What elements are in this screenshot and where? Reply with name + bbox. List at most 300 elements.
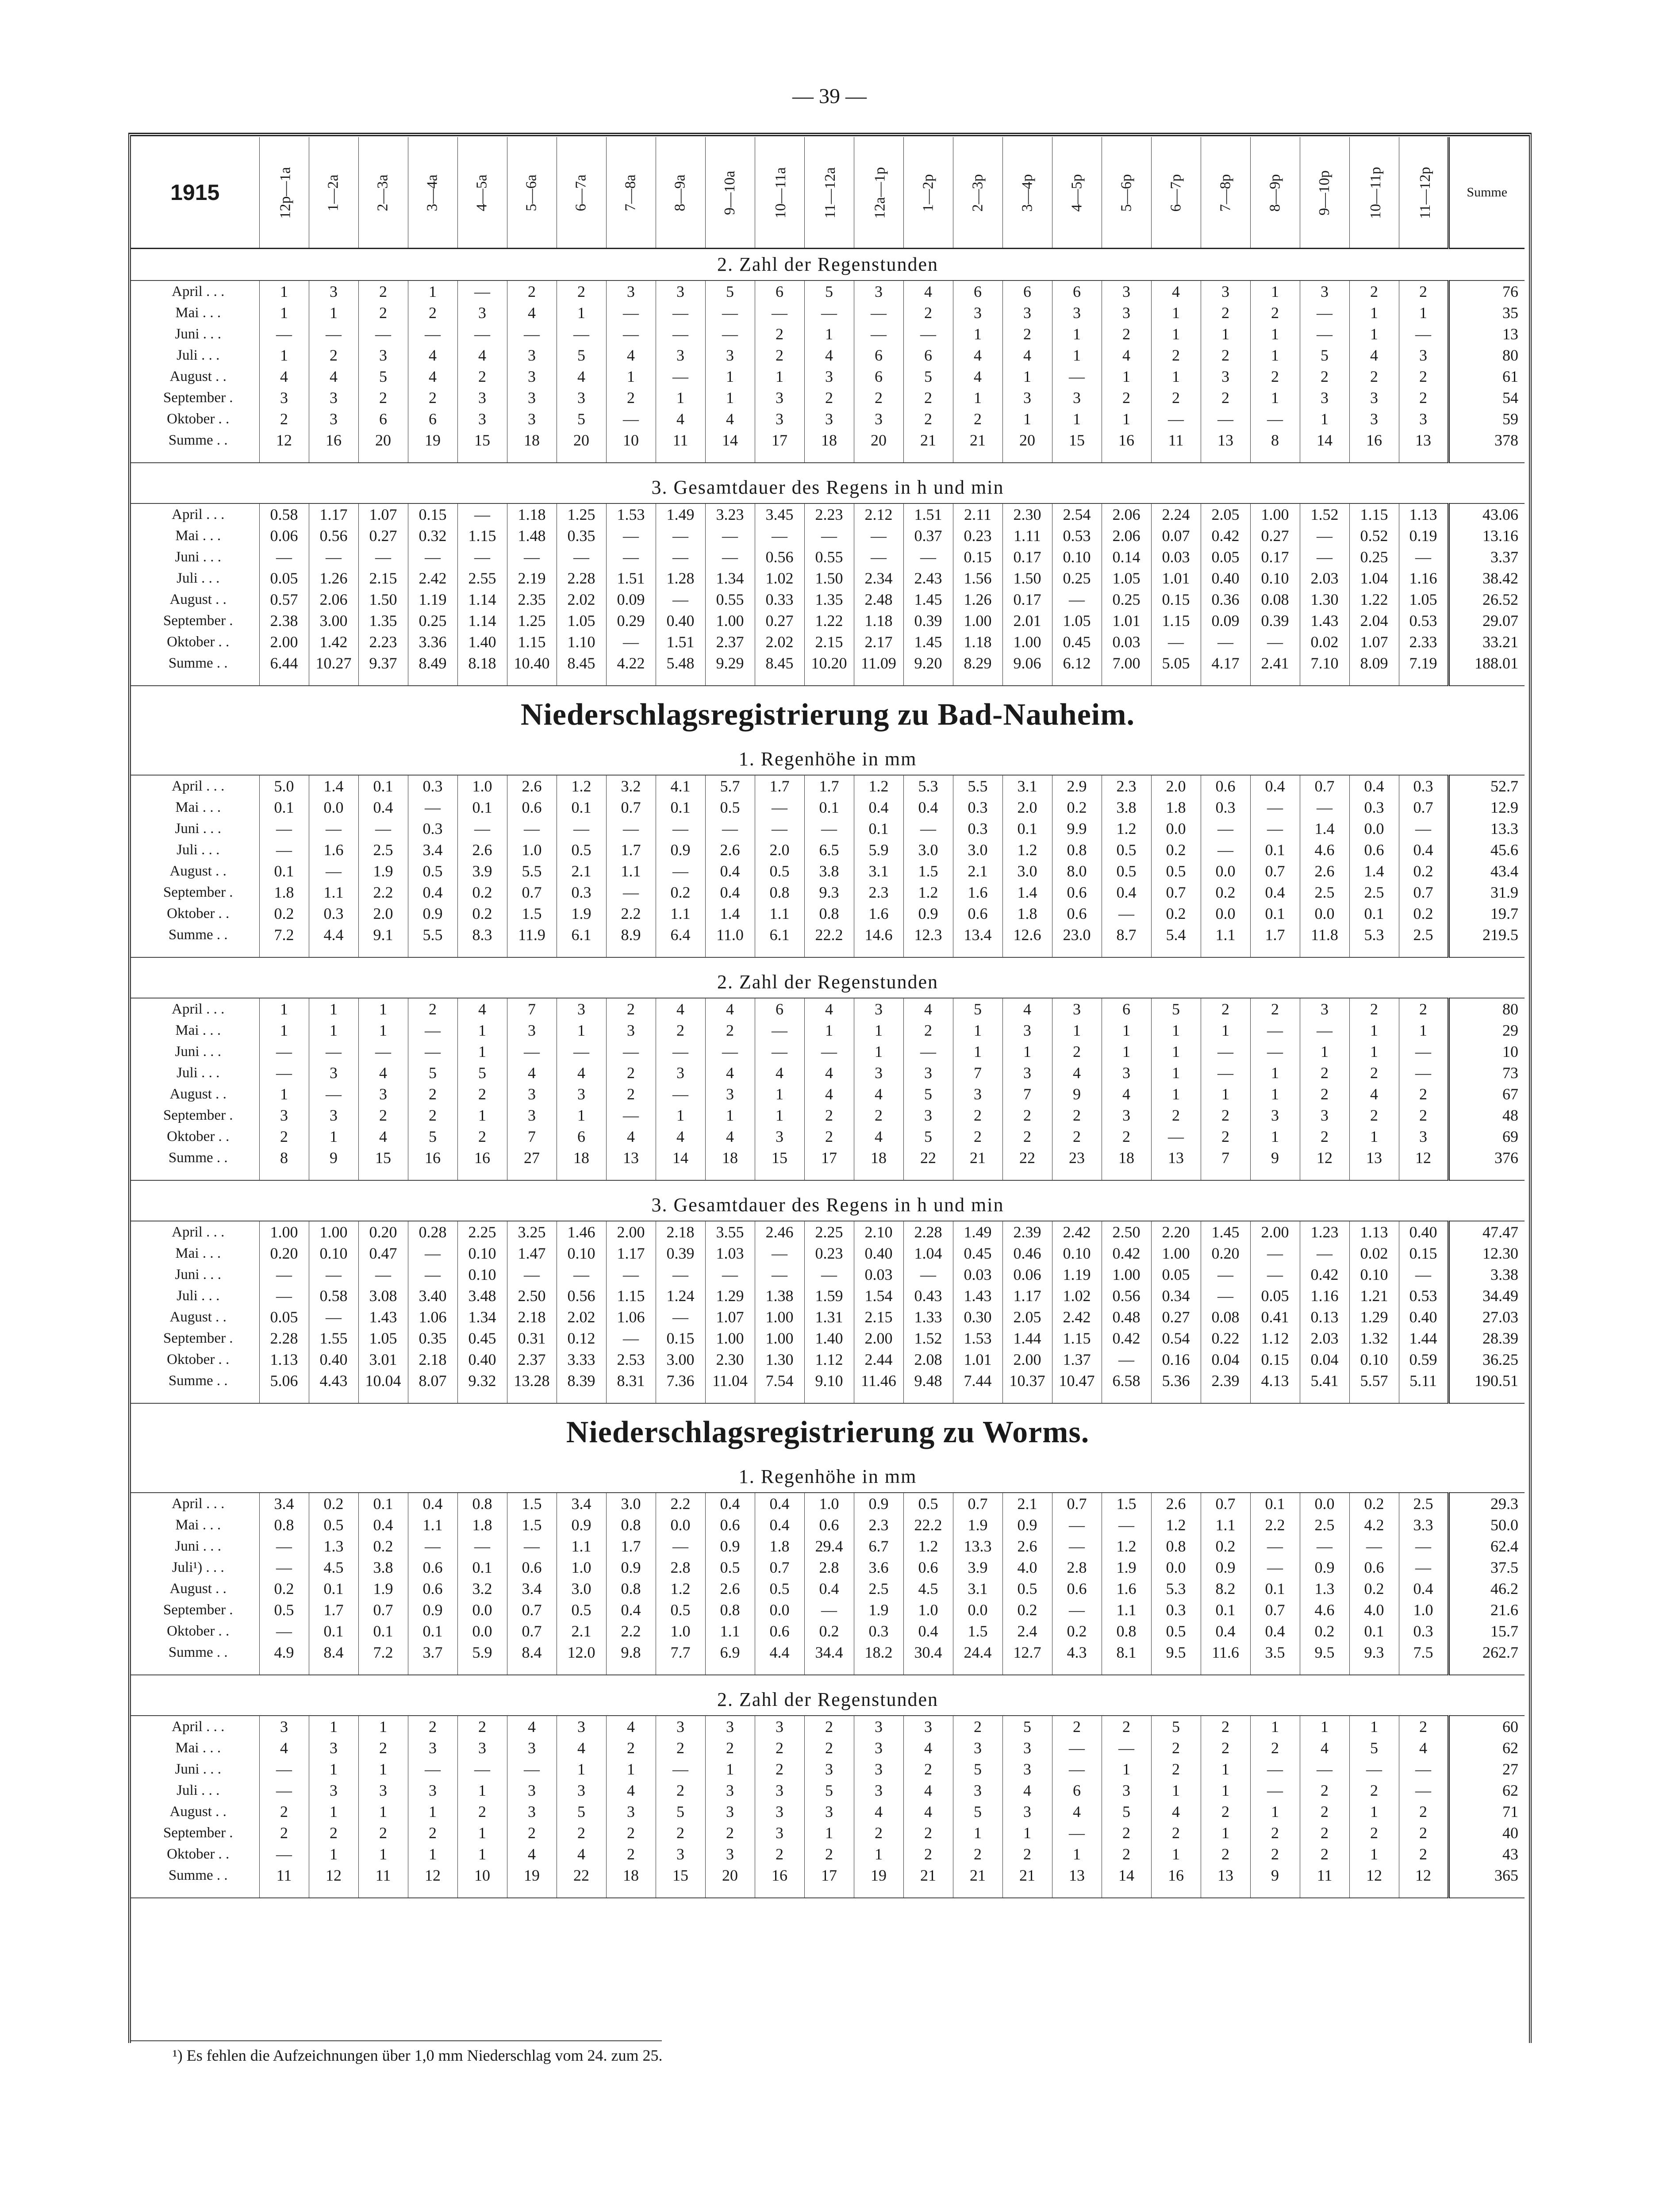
section-subtitle: 1. Regenhöhe in mm bbox=[131, 1461, 1525, 1493]
data-cell: — bbox=[854, 323, 903, 345]
hour-col-label: 8—9a bbox=[672, 174, 688, 211]
data-cell: 0.55 bbox=[804, 546, 854, 568]
tail-cell bbox=[1300, 451, 1349, 463]
hour-col-label: 1—2a bbox=[325, 174, 342, 211]
hour-col-header bbox=[705, 137, 755, 249]
data-cell: 1.1 bbox=[309, 882, 358, 903]
data-cell: 2.37 bbox=[705, 631, 755, 653]
data-cell: 3 bbox=[854, 1780, 903, 1801]
data-cell: 4 bbox=[804, 345, 854, 366]
data-cell: 0.9 bbox=[656, 839, 705, 860]
data-cell: 2 bbox=[309, 1822, 358, 1843]
data-cell: 5 bbox=[804, 1780, 854, 1801]
data-cell: 3 bbox=[656, 1716, 705, 1737]
data-cell: 10.40 bbox=[507, 653, 557, 674]
data-cell: 1 bbox=[259, 1083, 309, 1105]
data-cell: 0.5 bbox=[755, 1578, 804, 1599]
data-cell: 0.17 bbox=[1002, 589, 1052, 610]
data-cell: 2 bbox=[1399, 1083, 1448, 1105]
data-cell: 2 bbox=[1201, 1105, 1250, 1126]
data-cell: — bbox=[507, 1536, 557, 1557]
tail-cell bbox=[953, 945, 1002, 957]
data-cell: 1.12 bbox=[804, 1349, 854, 1370]
tail-cell bbox=[606, 451, 656, 463]
data-cell: 10.04 bbox=[358, 1370, 408, 1391]
row-total: 219.5 bbox=[1448, 924, 1525, 945]
tail-cell bbox=[457, 451, 507, 463]
data-cell: 1 bbox=[309, 1716, 358, 1737]
data-cell: 0.42 bbox=[1102, 1243, 1151, 1264]
data-cell: 0.2 bbox=[1300, 1621, 1349, 1642]
data-cell: 0.0 bbox=[309, 797, 358, 818]
data-cell: 10.37 bbox=[1002, 1370, 1052, 1391]
data-cell: 1 bbox=[804, 323, 854, 345]
data-cell: 4.0 bbox=[1349, 1599, 1399, 1621]
data-cell: 3 bbox=[358, 345, 408, 366]
data-cell: 1.29 bbox=[1349, 1306, 1399, 1328]
data-cell: 1.5 bbox=[953, 1621, 1002, 1642]
data-cell: — bbox=[507, 1041, 557, 1062]
hour-col-header bbox=[606, 137, 656, 249]
data-cell: 1 bbox=[1201, 1822, 1250, 1843]
data-cell: 1 bbox=[1052, 1020, 1102, 1041]
data-cell: 2.11 bbox=[953, 503, 1002, 525]
hour-col-label: 12p—1a bbox=[277, 167, 294, 219]
data-cell: 2 bbox=[854, 387, 903, 408]
data-cell: 2.39 bbox=[1201, 1370, 1250, 1391]
data-cell: 1.9 bbox=[854, 1599, 903, 1621]
data-cell: 0.35 bbox=[557, 525, 606, 546]
month-row bbox=[131, 1349, 1525, 1370]
data-cell: 3 bbox=[804, 408, 854, 430]
data-cell: 0.57 bbox=[259, 589, 309, 610]
month-row bbox=[131, 860, 1525, 882]
data-cell: 2.00 bbox=[259, 631, 309, 653]
hour-col-label: 12a—1p bbox=[872, 167, 888, 219]
data-cell: — bbox=[1052, 1822, 1102, 1843]
data-cell: 2 bbox=[854, 1822, 903, 1843]
row-label: April . . . bbox=[172, 1001, 225, 1017]
data-cell: 9.9 bbox=[1052, 818, 1102, 839]
data-cell: — bbox=[358, 323, 408, 345]
section-subtitle-row bbox=[131, 1461, 1525, 1493]
data-cell: 27 bbox=[507, 1147, 557, 1168]
data-cell: 3 bbox=[705, 1801, 755, 1822]
data-cell: 1.13 bbox=[1349, 1221, 1399, 1243]
data-cell: 6.7 bbox=[854, 1536, 903, 1557]
data-cell: 2 bbox=[755, 1843, 804, 1865]
data-cell: 18.2 bbox=[854, 1642, 903, 1663]
data-cell: 0.1 bbox=[358, 1621, 408, 1642]
tail-cell bbox=[1399, 451, 1448, 463]
row-label: Juni . . . bbox=[175, 1761, 221, 1777]
data-cell: — bbox=[1250, 1557, 1300, 1578]
tail-cell bbox=[259, 1391, 309, 1403]
row-total: 40 bbox=[1448, 1822, 1525, 1843]
data-cell: 0.7 bbox=[606, 797, 656, 818]
data-cell: — bbox=[408, 546, 457, 568]
data-cell: 12 bbox=[408, 1865, 457, 1886]
data-cell: 4 bbox=[1399, 1737, 1448, 1759]
data-cell: 5 bbox=[358, 366, 408, 387]
data-cell: 1.8 bbox=[755, 1536, 804, 1557]
data-cell: 0.31 bbox=[507, 1328, 557, 1349]
tail-cell bbox=[1399, 1886, 1448, 1898]
data-cell: 0.29 bbox=[606, 610, 656, 631]
row-total: 80 bbox=[1448, 998, 1525, 1020]
data-cell: 9.48 bbox=[903, 1370, 953, 1391]
data-cell: 9.1 bbox=[358, 924, 408, 945]
tail-cell bbox=[606, 1886, 656, 1898]
data-cell: 20 bbox=[705, 1865, 755, 1886]
data-cell: 0.3 bbox=[854, 1621, 903, 1642]
data-cell: 2 bbox=[1399, 366, 1448, 387]
tail-cell bbox=[1349, 674, 1399, 686]
data-cell: 1 bbox=[1052, 323, 1102, 345]
data-cell: 12 bbox=[1399, 1147, 1448, 1168]
data-cell: 2.20 bbox=[1151, 1221, 1201, 1243]
data-cell: 4 bbox=[903, 280, 953, 302]
data-cell: 4.22 bbox=[606, 653, 656, 674]
row-label: August . . bbox=[169, 1581, 227, 1597]
data-cell: 18 bbox=[705, 1147, 755, 1168]
row-label: September . bbox=[163, 1825, 233, 1841]
data-cell: 2.5 bbox=[854, 1578, 903, 1599]
row-label: April . . . bbox=[172, 507, 225, 522]
data-cell: 3.08 bbox=[358, 1285, 408, 1306]
data-cell: 7.5 bbox=[1399, 1642, 1448, 1663]
data-cell: 0.2 bbox=[1399, 860, 1448, 882]
data-cell: 2.5 bbox=[358, 839, 408, 860]
data-cell: 2.12 bbox=[854, 503, 903, 525]
data-cell: 4 bbox=[1151, 280, 1201, 302]
month-row bbox=[131, 1264, 1525, 1285]
tail-cell bbox=[507, 1663, 557, 1675]
data-cell: 2.5 bbox=[1349, 882, 1399, 903]
tail-cell bbox=[131, 1886, 259, 1898]
section-end bbox=[131, 1391, 1525, 1403]
data-cell: 5.5 bbox=[953, 775, 1002, 797]
data-cell: 3 bbox=[1399, 1126, 1448, 1147]
data-cell: 0.34 bbox=[1151, 1285, 1201, 1306]
data-cell: — bbox=[408, 1536, 457, 1557]
data-cell: 1 bbox=[1250, 280, 1300, 302]
data-cell: 1.16 bbox=[1300, 1285, 1349, 1306]
data-cell: 1.07 bbox=[705, 1306, 755, 1328]
data-cell: 2 bbox=[606, 1737, 656, 1759]
data-cell: 18 bbox=[606, 1865, 656, 1886]
tail-cell bbox=[507, 1886, 557, 1898]
data-cell: 0.5 bbox=[259, 1599, 309, 1621]
data-cell: — bbox=[1349, 1536, 1399, 1557]
data-cell: 5 bbox=[557, 1801, 606, 1822]
data-cell: 6 bbox=[1052, 1780, 1102, 1801]
row-total: 19.7 bbox=[1448, 903, 1525, 924]
data-cell: — bbox=[1250, 818, 1300, 839]
data-cell: 1.6 bbox=[309, 839, 358, 860]
data-cell: 0.40 bbox=[1201, 568, 1250, 589]
data-cell: 0.6 bbox=[903, 1557, 953, 1578]
data-cell: 3 bbox=[259, 387, 309, 408]
row-label: Summe . . bbox=[168, 1373, 228, 1389]
data-cell: 1 bbox=[1201, 1020, 1250, 1041]
tail-cell bbox=[309, 1663, 358, 1675]
tail-cell bbox=[854, 1663, 903, 1675]
row-total: 29.07 bbox=[1448, 610, 1525, 631]
data-cell: 2.1 bbox=[557, 860, 606, 882]
data-cell: 1.9 bbox=[557, 903, 606, 924]
tail-cell bbox=[131, 1391, 259, 1403]
station-title-row bbox=[131, 686, 1525, 744]
tail-cell bbox=[1399, 1663, 1448, 1675]
data-cell: 2 bbox=[953, 1126, 1002, 1147]
data-cell: 4 bbox=[1102, 1083, 1151, 1105]
data-cell: 2 bbox=[1399, 280, 1448, 302]
hour-col-label: 6—7p bbox=[1167, 174, 1184, 212]
data-cell: 3 bbox=[457, 387, 507, 408]
data-cell: — bbox=[1151, 408, 1201, 430]
data-cell: 1.9 bbox=[358, 1578, 408, 1599]
data-cell: 0.4 bbox=[1250, 1621, 1300, 1642]
data-cell: 1.1 bbox=[1201, 1514, 1250, 1536]
data-cell: 1.22 bbox=[1349, 589, 1399, 610]
data-cell: 3 bbox=[1250, 1105, 1300, 1126]
row-label: April . . . bbox=[172, 1496, 225, 1512]
section-end bbox=[131, 1168, 1525, 1180]
data-cell: 1 bbox=[1250, 1126, 1300, 1147]
row-total: 31.9 bbox=[1448, 882, 1525, 903]
data-cell: 3 bbox=[705, 1716, 755, 1737]
data-cell: 2 bbox=[1201, 1737, 1250, 1759]
data-cell: 2.3 bbox=[1102, 775, 1151, 797]
data-cell: 3 bbox=[1349, 408, 1399, 430]
data-cell: 15 bbox=[358, 1147, 408, 1168]
data-cell: 8.29 bbox=[953, 653, 1002, 674]
data-cell: 11.6 bbox=[1201, 1642, 1250, 1663]
data-cell: 3.0 bbox=[557, 1578, 606, 1599]
data-cell: 1 bbox=[1250, 323, 1300, 345]
data-cell: — bbox=[804, 525, 854, 546]
tail-cell bbox=[1002, 1663, 1052, 1675]
data-cell: — bbox=[557, 323, 606, 345]
data-cell: 4 bbox=[705, 998, 755, 1020]
data-cell: 1.1 bbox=[408, 1514, 457, 1536]
tail-cell bbox=[705, 1168, 755, 1180]
tail-cell bbox=[557, 1391, 606, 1403]
data-cell: 2 bbox=[903, 302, 953, 323]
data-cell: 0.04 bbox=[1300, 1349, 1349, 1370]
data-cell: 0.56 bbox=[755, 546, 804, 568]
data-cell: 1 bbox=[358, 1801, 408, 1822]
tail-cell bbox=[903, 451, 953, 463]
data-cell: 1.44 bbox=[1002, 1328, 1052, 1349]
month-row bbox=[131, 546, 1525, 568]
tail-cell bbox=[1151, 451, 1201, 463]
data-cell: 1.2 bbox=[903, 1536, 953, 1557]
data-cell: 5.48 bbox=[656, 653, 705, 674]
data-cell: — bbox=[903, 323, 953, 345]
data-cell: 2 bbox=[1151, 1759, 1201, 1780]
data-cell: — bbox=[903, 1041, 953, 1062]
data-cell: 2 bbox=[1201, 1843, 1250, 1865]
data-cell: 4 bbox=[1002, 998, 1052, 1020]
tail-cell bbox=[1052, 1663, 1102, 1675]
data-cell: 1.07 bbox=[1349, 631, 1399, 653]
data-cell: 0.9 bbox=[1201, 1557, 1250, 1578]
data-cell: 1.7 bbox=[606, 839, 656, 860]
tail-cell bbox=[1300, 1663, 1349, 1675]
data-cell: 0.13 bbox=[1300, 1306, 1349, 1328]
data-cell: 2 bbox=[804, 1716, 854, 1737]
data-cell: 0.5 bbox=[309, 1514, 358, 1536]
row-label: Summe . . bbox=[168, 432, 228, 448]
month-row bbox=[131, 1493, 1525, 1514]
data-cell: 1.15 bbox=[1052, 1328, 1102, 1349]
data-cell: 1 bbox=[1349, 323, 1399, 345]
data-cell: 2 bbox=[953, 408, 1002, 430]
data-cell: 0.04 bbox=[1201, 1349, 1250, 1370]
tail-cell bbox=[903, 1663, 953, 1675]
data-cell: 1 bbox=[1201, 1759, 1250, 1780]
data-cell: 0.0 bbox=[1201, 860, 1250, 882]
data-cell: 2 bbox=[1349, 366, 1399, 387]
data-cell: 2 bbox=[309, 345, 358, 366]
row-label: August . . bbox=[169, 863, 227, 879]
row-label: April . . . bbox=[172, 1224, 225, 1240]
data-cell: 2 bbox=[358, 280, 408, 302]
row-total: 62 bbox=[1448, 1780, 1525, 1801]
data-cell: — bbox=[705, 1041, 755, 1062]
hour-col-header bbox=[1102, 137, 1151, 249]
row-total: 76 bbox=[1448, 280, 1525, 302]
month-row bbox=[131, 610, 1525, 631]
data-cell: 0.42 bbox=[1201, 525, 1250, 546]
data-cell: 6.12 bbox=[1052, 653, 1102, 674]
data-cell: 0.39 bbox=[903, 610, 953, 631]
tail-cell bbox=[854, 1886, 903, 1898]
row-total: 59 bbox=[1448, 408, 1525, 430]
data-cell: 4 bbox=[656, 998, 705, 1020]
tail-cell bbox=[1201, 945, 1250, 957]
data-cell: 1 bbox=[1002, 366, 1052, 387]
sum-col-header: Summe bbox=[1448, 137, 1525, 249]
data-cell: 1 bbox=[358, 1843, 408, 1865]
data-cell: 0.4 bbox=[606, 1599, 656, 1621]
data-cell: 3 bbox=[309, 387, 358, 408]
tail-cell bbox=[1448, 451, 1525, 463]
data-cell: 2.2 bbox=[656, 1493, 705, 1514]
data-cell: 0.22 bbox=[1201, 1328, 1250, 1349]
data-cell: 0.12 bbox=[557, 1328, 606, 1349]
data-cell: 3.0 bbox=[903, 839, 953, 860]
data-cell: 21 bbox=[953, 1147, 1002, 1168]
tail-cell bbox=[408, 674, 457, 686]
data-cell: 1.40 bbox=[457, 631, 507, 653]
data-cell: 4 bbox=[755, 1062, 804, 1083]
sum-row bbox=[131, 1147, 1525, 1168]
hour-col-label: 10—11p bbox=[1367, 167, 1384, 219]
data-cell: 1.26 bbox=[309, 568, 358, 589]
tail-cell bbox=[755, 1391, 804, 1403]
row-total: 27 bbox=[1448, 1759, 1525, 1780]
row-label: August . . bbox=[169, 1086, 227, 1102]
tail-cell bbox=[1349, 945, 1399, 957]
data-cell: 0.0 bbox=[457, 1621, 507, 1642]
data-cell: 1.49 bbox=[953, 1221, 1002, 1243]
tail-cell bbox=[1250, 1168, 1300, 1180]
month-row bbox=[131, 1621, 1525, 1642]
data-cell: 0.28 bbox=[408, 1221, 457, 1243]
data-cell: — bbox=[1250, 1780, 1300, 1801]
data-cell: 1.59 bbox=[804, 1285, 854, 1306]
data-cell: 1 bbox=[705, 366, 755, 387]
data-cell: 7.00 bbox=[1102, 653, 1151, 674]
data-cell: 3 bbox=[1052, 302, 1102, 323]
month-row bbox=[131, 1126, 1525, 1147]
data-cell: 0.32 bbox=[408, 525, 457, 546]
data-cell: 3 bbox=[854, 1759, 903, 1780]
row-total: 35 bbox=[1448, 302, 1525, 323]
data-cell: 16 bbox=[309, 430, 358, 451]
data-cell: 1.4 bbox=[309, 775, 358, 797]
data-cell: 1.8 bbox=[1002, 903, 1052, 924]
row-label: Mai . . . bbox=[175, 799, 221, 815]
data-cell: 1 bbox=[1002, 1822, 1052, 1843]
data-cell: 9 bbox=[1052, 1083, 1102, 1105]
data-cell: 0.8 bbox=[1102, 1621, 1151, 1642]
data-cell: 1 bbox=[259, 280, 309, 302]
data-cell: 29.4 bbox=[804, 1536, 854, 1557]
hour-col-header bbox=[408, 137, 457, 249]
data-cell: 0.1 bbox=[1250, 1578, 1300, 1599]
data-cell: 4 bbox=[1102, 345, 1151, 366]
data-cell: 0.58 bbox=[259, 503, 309, 525]
data-cell: 1.32 bbox=[1349, 1328, 1399, 1349]
data-cell: 9.20 bbox=[903, 653, 953, 674]
data-cell: — bbox=[755, 1020, 804, 1041]
data-cell: 0.9 bbox=[903, 903, 953, 924]
data-cell: — bbox=[408, 1041, 457, 1062]
tail-cell bbox=[854, 451, 903, 463]
tail-cell bbox=[1052, 451, 1102, 463]
data-cell: 3.3 bbox=[1399, 1514, 1448, 1536]
row-total: 60 bbox=[1448, 1716, 1525, 1737]
row-total: 13 bbox=[1448, 323, 1525, 345]
data-cell: 2.6 bbox=[1002, 1536, 1052, 1557]
data-cell: 0.5 bbox=[755, 860, 804, 882]
data-cell: 0.10 bbox=[1349, 1264, 1399, 1285]
month-row bbox=[131, 525, 1525, 546]
data-cell: 0.17 bbox=[1002, 546, 1052, 568]
row-label: Summe . . bbox=[168, 927, 228, 943]
data-cell: 13 bbox=[1349, 1147, 1399, 1168]
data-cell: 1.50 bbox=[804, 568, 854, 589]
data-cell: 0.6 bbox=[705, 1514, 755, 1536]
data-cell: 0.4 bbox=[1250, 882, 1300, 903]
data-cell: 1.23 bbox=[1300, 1221, 1349, 1243]
data-cell: 2.18 bbox=[507, 1306, 557, 1328]
data-cell: 0.2 bbox=[1201, 1536, 1250, 1557]
hour-col-label: 11—12p bbox=[1417, 167, 1433, 219]
month-row bbox=[131, 366, 1525, 387]
data-cell: 1.31 bbox=[804, 1306, 854, 1328]
data-cell: 1 bbox=[259, 1020, 309, 1041]
data-cell: 1.15 bbox=[457, 525, 507, 546]
data-cell: — bbox=[606, 882, 656, 903]
data-cell: 2.18 bbox=[656, 1221, 705, 1243]
data-cell: 4 bbox=[507, 1062, 557, 1083]
data-cell: 1 bbox=[656, 387, 705, 408]
